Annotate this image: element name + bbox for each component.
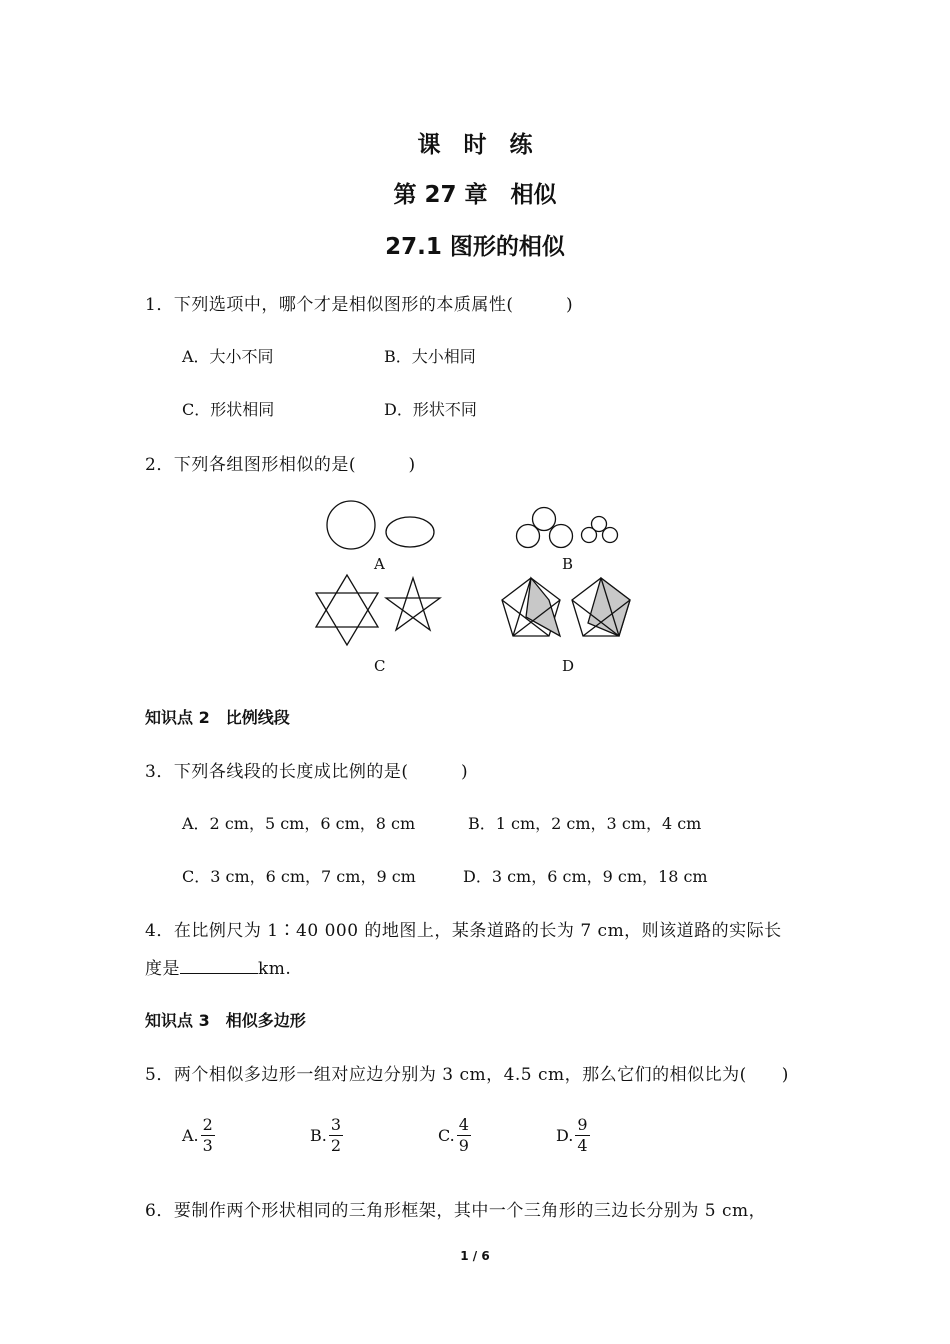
q5-option-d: D. $\frac{9}{4}$ xyxy=(556,1115,588,1155)
page-number: 1 / 6 xyxy=(460,1249,490,1263)
question-4-line2 xyxy=(145,954,291,979)
q3-option-d: D．3 cm，6 cm，9 cm，18 cm xyxy=(463,867,708,886)
question-5: 5．两个相似多边形一组对应边分别为 3 cm，4.5 cm，那么它们的相似比为( ) xyxy=(145,1065,789,1085)
question-4-line1: 4．在比例尺为 1∶40 000 的地图上，某条道路的长为 7 cm，则该道路的实际长 xyxy=(145,921,782,941)
q1-option-c: C．形状相同 xyxy=(182,400,275,419)
title-lesson-practice: 课 时 练 xyxy=(417,132,533,158)
knowledge-point-2: 知识点 2 比例线段 xyxy=(145,708,290,727)
figure-d-pentagons xyxy=(502,578,630,636)
q3-option-c: C．3 cm，6 cm，7 cm，9 cm xyxy=(182,867,416,886)
knowledge-point-3: 知识点 3 相似多边形 xyxy=(145,1011,306,1030)
q5-option-c: C. $\frac{4}{9}$ xyxy=(438,1115,469,1155)
title-section: 27.1 图形的相似 xyxy=(385,234,565,260)
q2-figure xyxy=(300,495,650,680)
figure-c-pentagram xyxy=(386,578,440,630)
title-chapter: 第 27 章 相似 xyxy=(393,182,557,208)
question-1: 1．下列选项中，哪个才是相似图形的本质属性( ) xyxy=(145,295,574,315)
q4-prefix: 度是 xyxy=(145,959,180,979)
q1-option-d: D．形状不同 xyxy=(384,400,477,419)
figure-label-a: A xyxy=(374,555,385,573)
figure-b-circles xyxy=(517,508,618,548)
q5-option-a: A. $\frac{2}{3}$ xyxy=(182,1115,213,1155)
figure-label-b: B xyxy=(562,555,574,573)
figure-a-ellipse xyxy=(386,517,434,547)
q3-option-a: A．2 cm，5 cm，6 cm，8 cm xyxy=(182,814,416,833)
q4-answer-blank[interactable] xyxy=(180,959,258,974)
q1-option-b: B．大小相同 xyxy=(384,347,476,366)
q1-option-a: A．大小不同 xyxy=(182,347,274,366)
figure-label-c: C xyxy=(374,657,386,675)
q4-suffix: km. xyxy=(258,959,292,979)
figure-c-hexagram xyxy=(316,575,378,645)
figure-label-d: D xyxy=(562,657,575,675)
q3-option-b: B．1 cm，2 cm，3 cm，4 cm xyxy=(468,814,702,833)
figure-a-circle xyxy=(327,501,375,549)
question-6: 6．要制作两个形状相同的三角形框架，其中一个三角形的三边长分别为 5 cm， xyxy=(145,1201,767,1221)
q5-option-b: B. $\frac{3}{2}$ xyxy=(310,1115,342,1155)
question-3: 3．下列各线段的长度成比例的是( ) xyxy=(145,762,469,782)
question-2: 2．下列各组图形相似的是( ) xyxy=(145,455,416,475)
